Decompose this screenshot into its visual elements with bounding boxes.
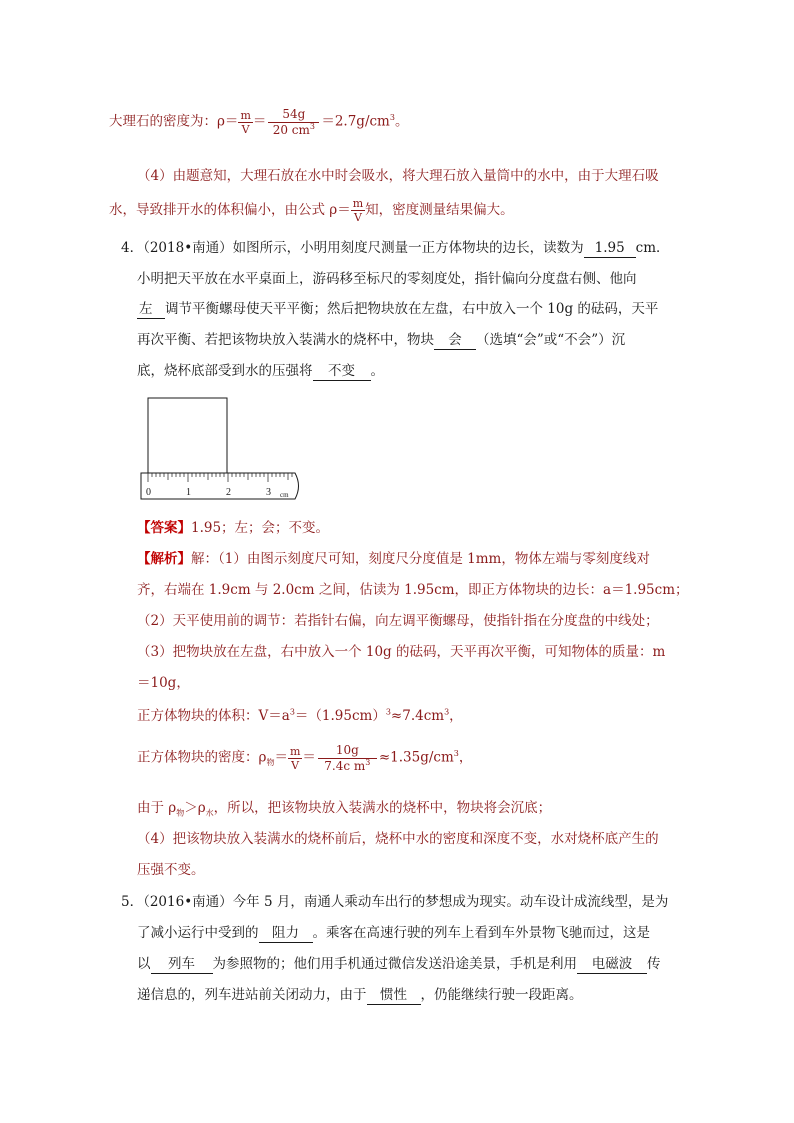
- fraction-m-over-v: $\frac{m}{V}$: [289, 744, 301, 772]
- ruler-label-2: 2: [226, 487, 231, 498]
- answer-label: 【答案】: [137, 520, 191, 536]
- answer-line: 【答案】1.95；左；会；不变。: [137, 520, 330, 536]
- density-label: 大理石的密度为：ρ＝: [109, 113, 239, 130]
- question-5-line-3: 以 列车 为参照物的；他们用手机通过微信发送沿途美景，手机是利用 电磁波 传: [137, 956, 661, 972]
- fraction-10g-over-7-4cm3: $\frac{10g}{7.4c m^3}$: [318, 744, 377, 772]
- answer-blank-reference: 列车: [151, 956, 213, 974]
- answer-blank-reading: 1.95: [584, 240, 636, 258]
- ruler-unit: cm: [280, 491, 289, 499]
- comparison-line: 由于 $\rho_物>\rho_水$，所以，把该物块放入装满水的烧杯中，物块将会沉底；: [137, 800, 552, 818]
- question-4-line-5: 底，烧杯底部受到水的压强将 不变 。: [137, 363, 384, 379]
- analysis-line-8: （4）把该物块放入装满水的烧杯前后，烧杯中水的密度和深度不变，水对烧杯底产生的: [137, 831, 659, 847]
- paragraph-4-line-2: 水，导致排开水的体积偏小，由公式 ρ＝ $\frac{m}{V}$ 知，密度测量结果偏大。: [109, 197, 514, 224]
- answer-blank-sink: 会: [434, 332, 476, 350]
- analysis-line-4: （3）把物块放在左盘，右中放入一个 10g 的砝码，天平再次平衡，可知物体的质量：m: [137, 644, 666, 660]
- fraction-m-over-v: $\frac{m}{V}$: [240, 108, 251, 136]
- volume-line: 正方体物块的体积：$V=a^3=(1.95cm)^3\approx 7.4cm^3$，: [137, 707, 463, 724]
- fraction-54g-over-20cm3: $\frac{54g}{20 cm^3}$: [268, 108, 319, 136]
- density-formula-line: 大理石的密度为：ρ＝ $\frac{m}{V}$ ＝ $\frac{54g}{20 cm^3}$ $=2.7g/cm^3$。: [109, 107, 409, 137]
- question-5-line-4: 递信息的，列车进站前关闭动力，由于 惯性 ，仍能继续行驶一段距离。: [137, 987, 583, 1003]
- question-4-line-3: 左 调节平衡螺母使天平平衡；然后把物块放在左盘，右中放入一个 10g 的砝码，天平: [139, 301, 659, 317]
- paragraph-4-line-1: （4）由题意知，大理石放在水中时会吸水，将大理石放入量筒中的水中，由于大理石吸: [137, 168, 659, 184]
- analysis-line-2: 齐，右端在 1.9cm 与 2.0cm 之间，估读为 1.95cm，即正方体物块的边长：a＝1.95cm；: [137, 582, 689, 598]
- question-4-line-1: 4．（2018•南通）如图所示，小明用刻度尺测量一正方体物块的边长，读数为 1.95 cm．: [121, 240, 670, 256]
- cube-block: [148, 398, 227, 473]
- ruler-label-1: 1: [186, 487, 191, 498]
- ruler-cube-figure: [140, 395, 302, 505]
- question-5-line-2: 了减小运行中受到的 阻力 。乘客在高速行驶的列车上看到车外景物飞驰而过，这是: [137, 925, 650, 941]
- question-4-line-4: 再次平衡、若把该物块放入装满水的烧杯中，物块 会 （选填“会”或“不会”）沉: [137, 332, 626, 348]
- analysis-line-3: （2）天平使用前的调节：若指针右偏，向左调平衡螺母，使指针指在分度盘的中线处；: [137, 613, 659, 629]
- ruler-label-3: 3: [266, 487, 271, 498]
- analysis-label: 【解析】: [137, 551, 191, 567]
- question-4-line-2: 小明把天平放在水平桌面上，游码移至标尺的零刻度处，指针偏向分度盘右侧、他向: [137, 271, 637, 287]
- fraction-m-over-v: $\frac{m}{V}$: [352, 197, 364, 224]
- answer-blank-inertia: 惯性: [367, 987, 421, 1005]
- analysis-line-5: ＝10g，: [137, 675, 190, 691]
- analysis-line-1: 【解析】解：（1）由图示刻度尺可知，刻度尺分度值是 1mm，物体左端与零刻度线对: [137, 551, 650, 567]
- answer-blank-direction: 左: [137, 301, 165, 319]
- ruler-label-0: 0: [146, 487, 151, 498]
- answer-blank-resistance: 阻力: [259, 925, 313, 943]
- answer-blank-wave: 电磁波: [577, 956, 647, 974]
- question-5-line-1: 5．（2016•南通）今年 5 月，南通人乘动车出行的梦想成为现实。动车设计成流线型，是为: [121, 894, 669, 910]
- analysis-line-9: 压强不变。: [137, 862, 205, 878]
- density-line: 正方体物块的密度：$\rho_物=$ $\frac{m}{V}$ ＝ $\frac{10g}{7.4c m^3}$ $\approx 1.35g/cm^3$，: [137, 743, 473, 773]
- answer-blank-pressure: 不变: [313, 363, 371, 381]
